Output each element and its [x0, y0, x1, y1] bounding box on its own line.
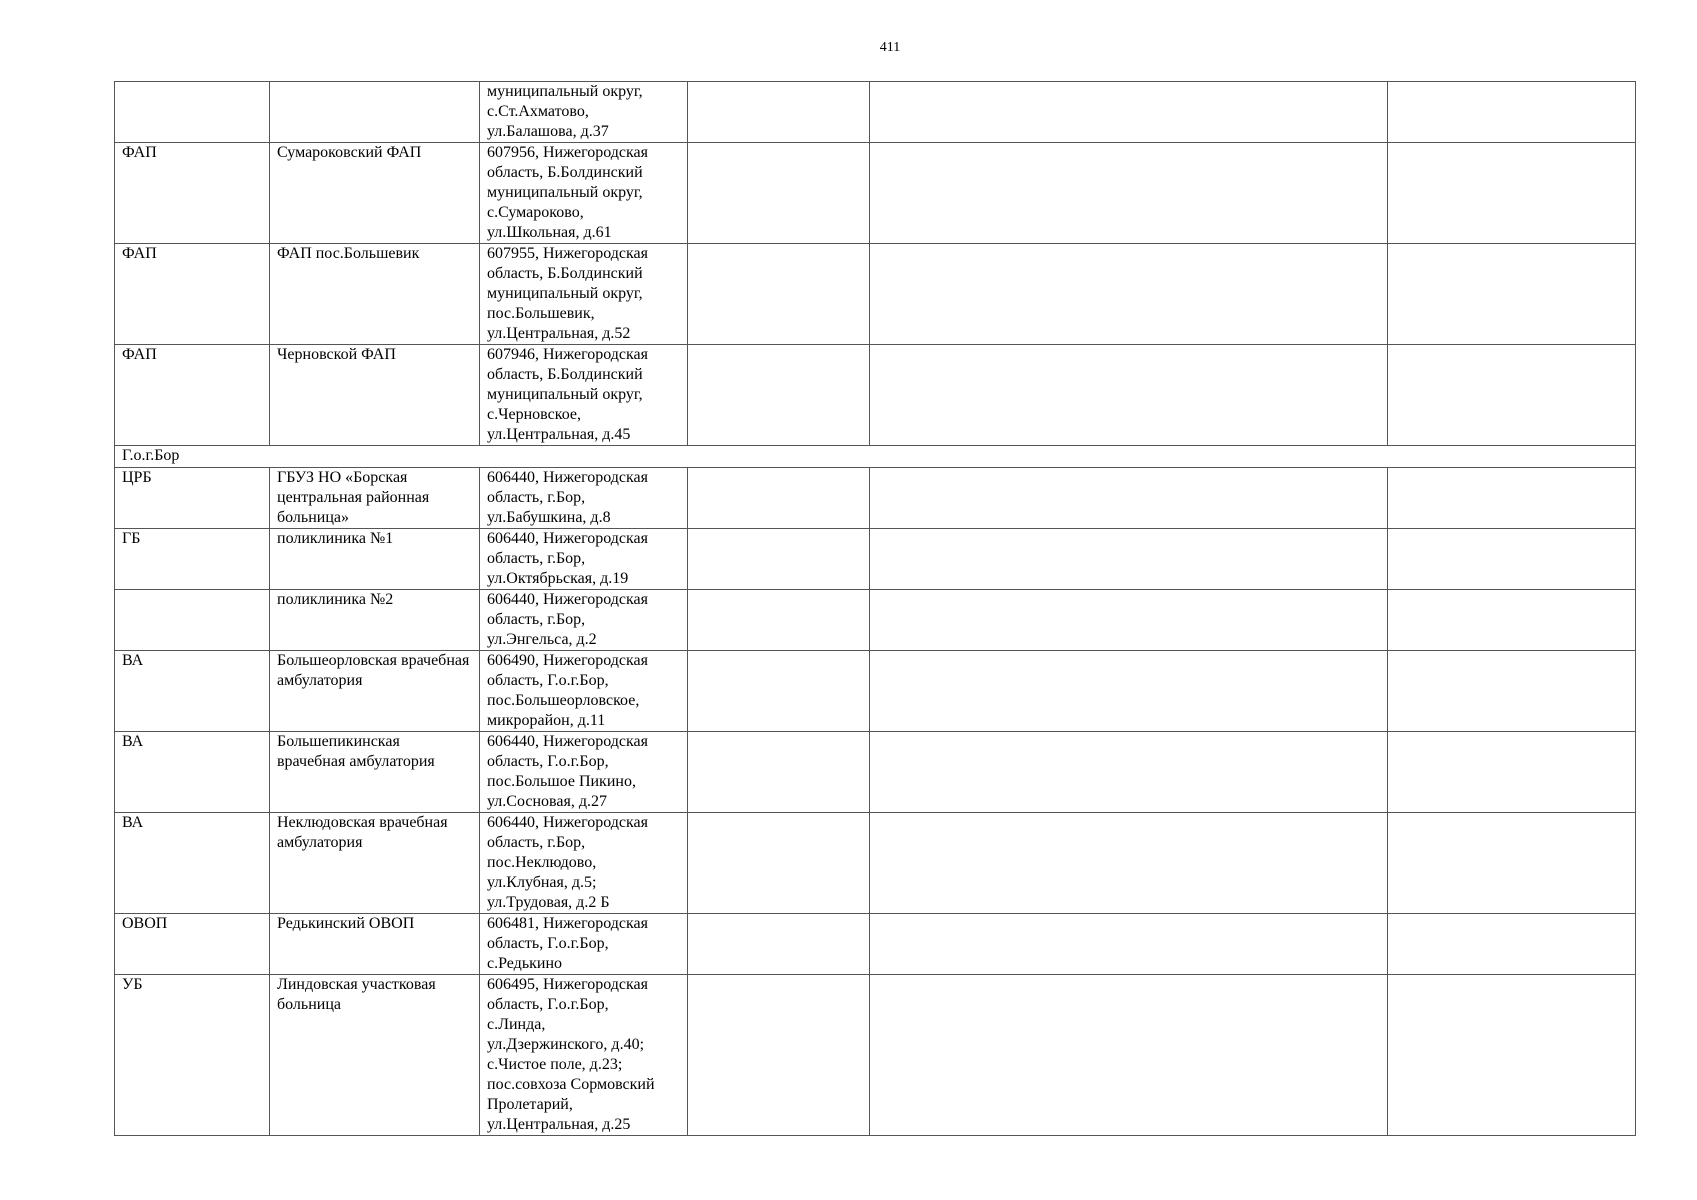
facility-address-cell	[480, 651, 688, 732]
empty-cell	[1388, 732, 1636, 813]
empty-cell	[688, 143, 870, 244]
facility-name-cell: Сумароковский ФАП	[270, 143, 480, 244]
facility-address-cell	[480, 244, 688, 345]
address-line: с.Черновское,	[487, 406, 581, 423]
address-line: пос.совхоза Сормовский	[487, 1076, 655, 1093]
facility-type-cell	[115, 590, 270, 651]
facility-type-cell: ВА	[115, 813, 270, 914]
address-line: 607956, Нижегородская	[487, 144, 648, 161]
address-line: область, г.Бор,	[487, 611, 586, 628]
address-line: область, Б.Болдинский	[487, 164, 643, 181]
empty-cell	[870, 975, 1388, 1136]
address-line: муниципальный округ,	[487, 184, 643, 201]
facility-address-cell	[480, 82, 688, 143]
facility-name-cell: поликлиника №1	[270, 529, 480, 590]
address-line: ул.Сосновая, д.27	[487, 793, 607, 810]
empty-cell	[1388, 975, 1636, 1136]
empty-cell	[688, 590, 870, 651]
address-line: 606440, Нижегородская	[487, 591, 648, 608]
address-line: с.Ст.Ахматово,	[487, 103, 589, 120]
address-line: 607955, Нижегородская	[487, 245, 648, 262]
facility-name-cell: поликлиника №2	[270, 590, 480, 651]
empty-cell	[870, 143, 1388, 244]
address-line: микрорайон, д.11	[487, 712, 606, 729]
empty-cell	[1388, 590, 1636, 651]
table-row	[115, 975, 1636, 1136]
empty-cell	[1388, 244, 1636, 345]
facility-name-cell: Черновской ФАП	[270, 345, 480, 446]
address-line: область, г.Бор,	[487, 550, 586, 567]
address-line: область, г.Бор,	[487, 834, 586, 851]
facility-name-cell: Большеорловская врачебная амбулатория	[270, 651, 480, 732]
address-line: муниципальный округ,	[487, 386, 643, 403]
empty-cell	[870, 244, 1388, 345]
table-row	[115, 651, 1636, 732]
empty-cell	[688, 813, 870, 914]
facility-address-cell	[480, 732, 688, 813]
address-line: с.Чистое поле, д.23;	[487, 1056, 623, 1073]
section-title: Г.о.г.Бор	[115, 446, 1636, 468]
empty-cell	[688, 732, 870, 813]
address-line: пос.Неклюдово,	[487, 854, 597, 871]
empty-cell	[870, 82, 1388, 143]
table-row	[115, 732, 1636, 813]
facility-type-cell: ВА	[115, 732, 270, 813]
empty-cell	[688, 468, 870, 529]
address-line: ул.Октябрьская, д.19	[487, 570, 629, 587]
address-line: область, Б.Болдинский	[487, 366, 643, 383]
address-line: пос.Большеорловское,	[487, 692, 640, 709]
empty-cell	[870, 813, 1388, 914]
empty-cell	[688, 975, 870, 1136]
empty-cell	[870, 529, 1388, 590]
empty-cell	[1388, 143, 1636, 244]
address-line: 606490, Нижегородская	[487, 652, 648, 669]
facility-type-cell: УБ	[115, 975, 270, 1136]
empty-cell	[1388, 345, 1636, 446]
address-line: область, Б.Болдинский	[487, 265, 643, 282]
address-line: область, Г.о.г.Бор,	[487, 672, 609, 689]
address-line: 606481, Нижегородская	[487, 915, 648, 932]
facility-address-cell	[480, 345, 688, 446]
address-line: область, Г.о.г.Бор,	[487, 996, 609, 1013]
address-line: пос.Большое Пикино,	[487, 773, 636, 790]
facility-address-cell	[480, 914, 688, 975]
facility-address-cell	[480, 590, 688, 651]
address-line: область, Г.о.г.Бор,	[487, 935, 609, 952]
address-line: с.Линда,	[487, 1016, 546, 1033]
table-row	[115, 914, 1636, 975]
empty-cell	[1388, 82, 1636, 143]
address-line: ул.Балашова, д.37	[487, 123, 609, 140]
facility-type-cell: ГБ	[115, 529, 270, 590]
table-row	[115, 244, 1636, 345]
table-row	[115, 468, 1636, 529]
facility-name-cell	[270, 82, 480, 143]
empty-cell	[1388, 468, 1636, 529]
address-line: 607946, Нижегородская	[487, 346, 648, 363]
address-line: область, Г.о.г.Бор,	[487, 753, 609, 770]
empty-cell	[870, 590, 1388, 651]
address-line: муниципальный округ,	[487, 285, 643, 302]
empty-cell	[870, 732, 1388, 813]
facility-type-cell: ФАП	[115, 244, 270, 345]
facility-type-cell: ФАП	[115, 345, 270, 446]
address-line: 606440, Нижегородская	[487, 733, 648, 750]
address-line: 606440, Нижегородская	[487, 530, 648, 547]
address-line: ул.Трудовая, д.2 Б	[487, 894, 610, 911]
empty-cell	[688, 529, 870, 590]
empty-cell	[688, 914, 870, 975]
facility-address-cell	[480, 529, 688, 590]
empty-cell	[688, 345, 870, 446]
address-line: ул.Центральная, д.25	[487, 1116, 631, 1133]
facility-name-cell: ФАП пос.Большевик	[270, 244, 480, 345]
empty-cell	[1388, 529, 1636, 590]
facility-address-cell	[480, 813, 688, 914]
address-line: ул.Дзержинского, д.40;	[487, 1036, 645, 1053]
address-line: пос.Большевик,	[487, 305, 595, 322]
address-line: ул.Бабушкина, д.8	[487, 509, 611, 526]
facility-name-cell: Редькинский ОВОП	[270, 914, 480, 975]
facility-name-cell: ГБУЗ НО «Борская центральная районная больница»	[270, 468, 480, 529]
table-row	[115, 345, 1636, 446]
facility-address-cell	[480, 975, 688, 1136]
table-row	[115, 529, 1636, 590]
facility-type-cell: ЦРБ	[115, 468, 270, 529]
address-line: с.Редькино	[487, 955, 563, 972]
facility-type-cell	[115, 82, 270, 143]
address-line: 606440, Нижегородская	[487, 469, 648, 486]
empty-cell	[688, 244, 870, 345]
facility-name-cell: Неклюдовская врачебная амбулатория	[270, 813, 480, 914]
address-line: с.Сумароково,	[487, 204, 584, 221]
address-line: Пролетарий,	[487, 1096, 573, 1113]
address-line: муниципальный округ,	[487, 83, 643, 100]
address-line: ул.Энгельса, д.2	[487, 631, 597, 648]
table-row	[115, 590, 1636, 651]
table-row	[115, 143, 1636, 244]
facility-type-cell: ВА	[115, 651, 270, 732]
section-row	[115, 446, 1636, 468]
address-line: ул.Центральная, д.52	[487, 325, 631, 342]
address-line: 606495, Нижегородская	[487, 976, 648, 993]
address-line: 606440, Нижегородская	[487, 814, 648, 831]
facilities-table	[114, 81, 1636, 1136]
empty-cell	[688, 82, 870, 143]
table-row	[115, 82, 1636, 143]
address-line: ул.Центральная, д.45	[487, 426, 631, 443]
address-line: область, г.Бор,	[487, 489, 586, 506]
address-line: ул.Школьная, д.61	[487, 224, 612, 241]
empty-cell	[1388, 813, 1636, 914]
empty-cell	[688, 651, 870, 732]
facility-address-cell	[480, 468, 688, 529]
table-row	[115, 813, 1636, 914]
address-line: ул.Клубная, д.5;	[487, 874, 597, 891]
facility-name-cell: Линдовская участковая больница	[270, 975, 480, 1136]
page-number: 411	[879, 40, 901, 55]
facility-type-cell: ОВОП	[115, 914, 270, 975]
empty-cell	[870, 651, 1388, 732]
empty-cell	[870, 345, 1388, 446]
empty-cell	[870, 914, 1388, 975]
empty-cell	[1388, 651, 1636, 732]
facility-name-cell: Большепикинская врачебная амбулатория	[270, 732, 480, 813]
empty-cell	[870, 468, 1388, 529]
facility-type-cell: ФАП	[115, 143, 270, 244]
facility-address-cell	[480, 143, 688, 244]
empty-cell	[1388, 914, 1636, 975]
